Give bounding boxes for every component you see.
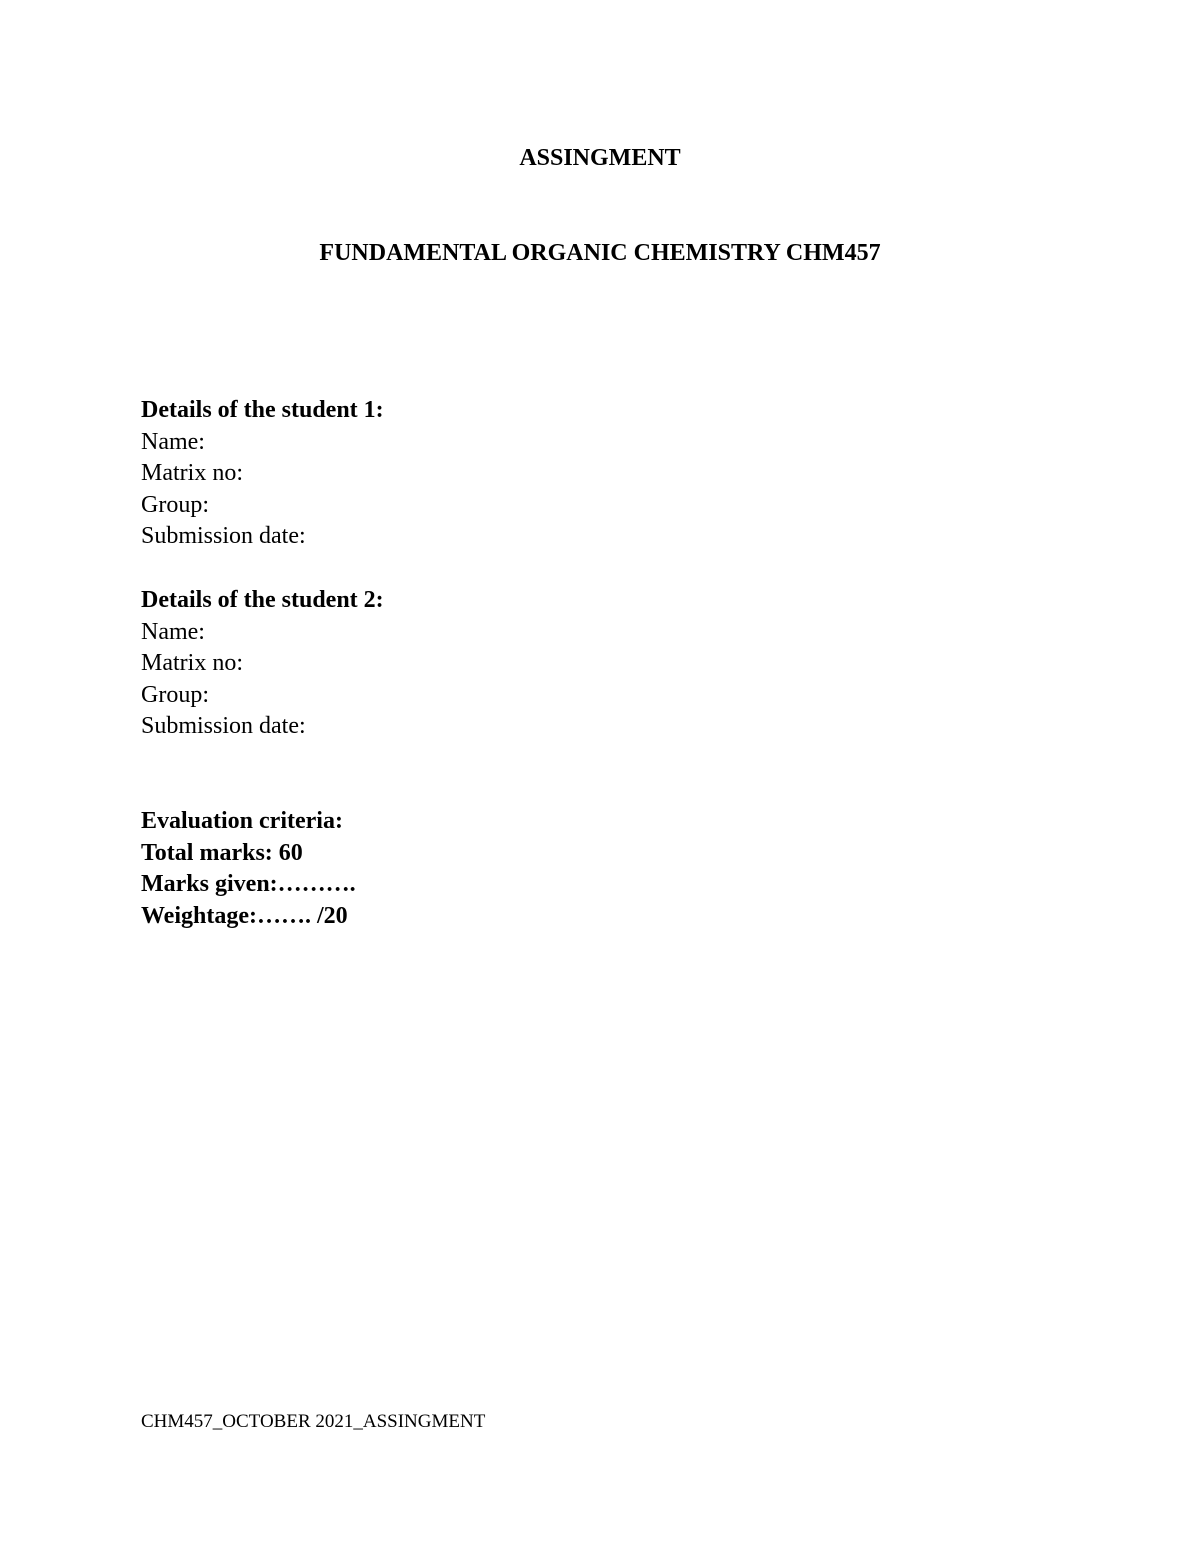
- evaluation-heading: Evaluation criteria:: [141, 808, 343, 834]
- student-2-name-label: Name:: [141, 618, 205, 645]
- student-1-group-label: Group:: [141, 491, 209, 518]
- total-marks: Total marks: 60: [141, 839, 303, 866]
- document-title: ASSINGMENT: [519, 145, 681, 171]
- page-footer: CHM457_OCTOBER 2021_ASSINGMENT: [141, 1411, 486, 1432]
- evaluation-criteria: [141, 806, 356, 932]
- student-1-name-label: Name:: [141, 428, 205, 455]
- student-2-group-label: Group:: [141, 681, 209, 708]
- course-title: FUNDAMENTAL ORGANIC CHEMISTRY CHM457: [319, 240, 881, 266]
- student-1-details: [141, 395, 384, 553]
- student-1-submission-date-label: Submission date:: [141, 523, 306, 549]
- student-2-details: [141, 585, 384, 743]
- student-2-matrix-label: Matrix no:: [141, 650, 243, 676]
- weightage: Weightage:……. /20: [141, 902, 348, 929]
- student-1-heading: Details of the student 1:: [141, 397, 384, 423]
- student-2-submission-date-label: Submission date:: [141, 713, 306, 739]
- student-1-matrix-label: Matrix no:: [141, 460, 243, 486]
- student-2-heading: Details of the student 2:: [141, 587, 384, 613]
- marks-given: Marks given:……….: [141, 871, 356, 897]
